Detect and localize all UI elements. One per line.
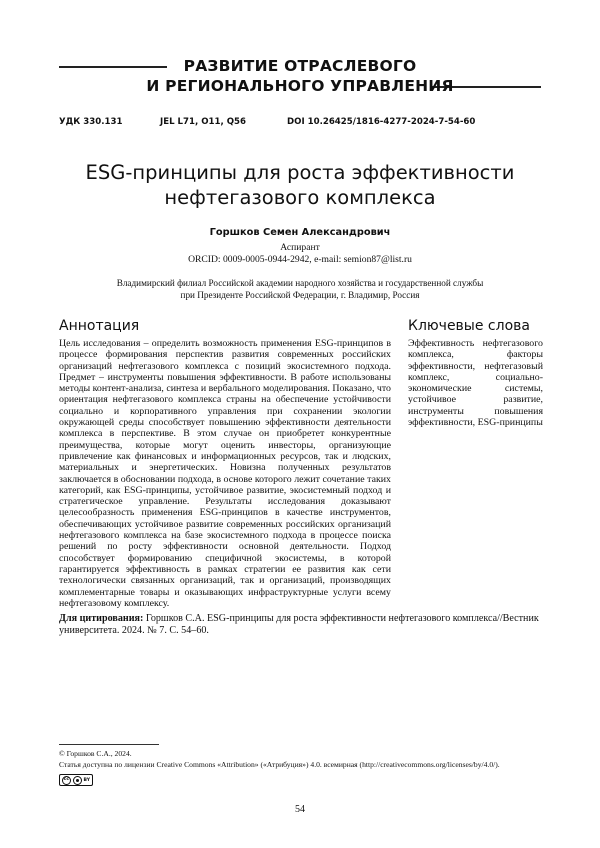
- section-title-line1: РАЗВИТИЕ ОТРАСЛЕВОГО: [183, 57, 417, 75]
- author-name: Горшков Семен Александрович: [209, 227, 391, 238]
- cc-by-license-badge[interactable]: [59, 774, 93, 786]
- cc-icon: [62, 776, 71, 785]
- affiliation-line2: при Президенте Российской Федерации, г. Владимир, Россия: [180, 290, 420, 300]
- footnote-license[interactable]: Статья доступна по лицензии Creative Commons «Attribution» («Атрибуция») 4.0. всемирная (http://creativecommons.org/licenses/by/4.0/).: [59, 760, 500, 769]
- jel-code: JEL L71, O11, Q56: [160, 117, 247, 127]
- page-number: 54: [295, 804, 305, 815]
- abstract-heading: Аннотация: [59, 318, 140, 334]
- author-contact[interactable]: ORCID: 0009-0005-0944-2942, e-mail: semion87@list.ru: [188, 254, 412, 265]
- section-title-line2: И РЕГИОНАЛЬНОГО УПРАВЛЕНИЯ: [146, 77, 454, 95]
- article-title-line2: нефтегазового комплекса: [164, 186, 436, 209]
- by-label: BY: [83, 777, 90, 783]
- cc-icon-label: cc: [63, 776, 70, 782]
- by-attribution-icon: [73, 776, 82, 785]
- keywords-text: Эффективность нефтегазового комплекса, факторы эффективности, нефтегазовый комплекс, социально-экономические системы, устойчивое развитие, инструменты повышения эффективности, ESG-принципы: [408, 338, 543, 429]
- keywords-heading: Ключевые слова: [408, 318, 530, 334]
- article-title: [60, 160, 540, 210]
- citation: [59, 613, 549, 637]
- affiliation: [80, 277, 520, 301]
- footnote-copyright: © Горшков С.А., 2024.: [59, 749, 132, 758]
- citation-text: Горшков С.А. ESG-принципы для роста эффективности нефтегазового комплекса//Вестник университета. 2024. № 7. С. 54–60.: [59, 613, 539, 636]
- footnote-rule: [59, 744, 159, 745]
- abstract-text: Цель исследования – определить возможность применения ESG-принципов в процессе формирования перспектив развития современных российских организаций нефтегазового комплекса с позиций экосистемного подхода. Предмет – инструменты повышения эффективности. В работе использованы методы контент-анализа, синтеза и вербального моделирования. Показано, что ориентация нефтегазового комплекса страны на обеспечение устойчивости социально и корпоративного управления при сохранении экологии окружающей среды способствует повышению эффективности деятельности комплекса в перспективе. В этом случае он приобретет конкурентные преимущества, которые могут оценить инвесторы, организующие привлечение как финансовых и информационных ресурсов, так и людских, материальных и энергетических. Новизна полученных результатов заключается в обосновании подхода, в основе которого лежит сочетание таких категорий, как ESG-принципы, устойчивое развитие, экосистемный подход и стратегическое управление. Результаты исследования доказывают целесообразность применения ESG-принципов в качестве инструментов, обеспечивающих устойчивое развитие современных российских организаций нефтегазового комплекса на базе экосистемного подхода в процессе поиска решений по росту эффективности основной деятельности. Подход способствует формированию специфичной экосистемы, в которой гарантируется эффективность в рамках стратегии ее развития как сети технологически связанных организаций, так и организаций, производящих комплементарные товары и оказывающих инфраструктурные услуги всему нефтегазовому комплексу.: [59, 338, 391, 609]
- affiliation-line1: Владимирский филиал Российской академии народного хозяйства и государственной службы: [116, 278, 484, 288]
- citation-label: Для цитирования:: [59, 613, 144, 624]
- article-title-line1: ESG-принципы для роста эффективности: [85, 161, 515, 184]
- author-role: Аспирант: [280, 242, 320, 253]
- doi-link[interactable]: DOI 10.26425/1816-4277-2024-7-54-60: [287, 117, 476, 127]
- by-person-dot: [76, 779, 79, 782]
- udk-code: УДК 330.131: [59, 117, 123, 127]
